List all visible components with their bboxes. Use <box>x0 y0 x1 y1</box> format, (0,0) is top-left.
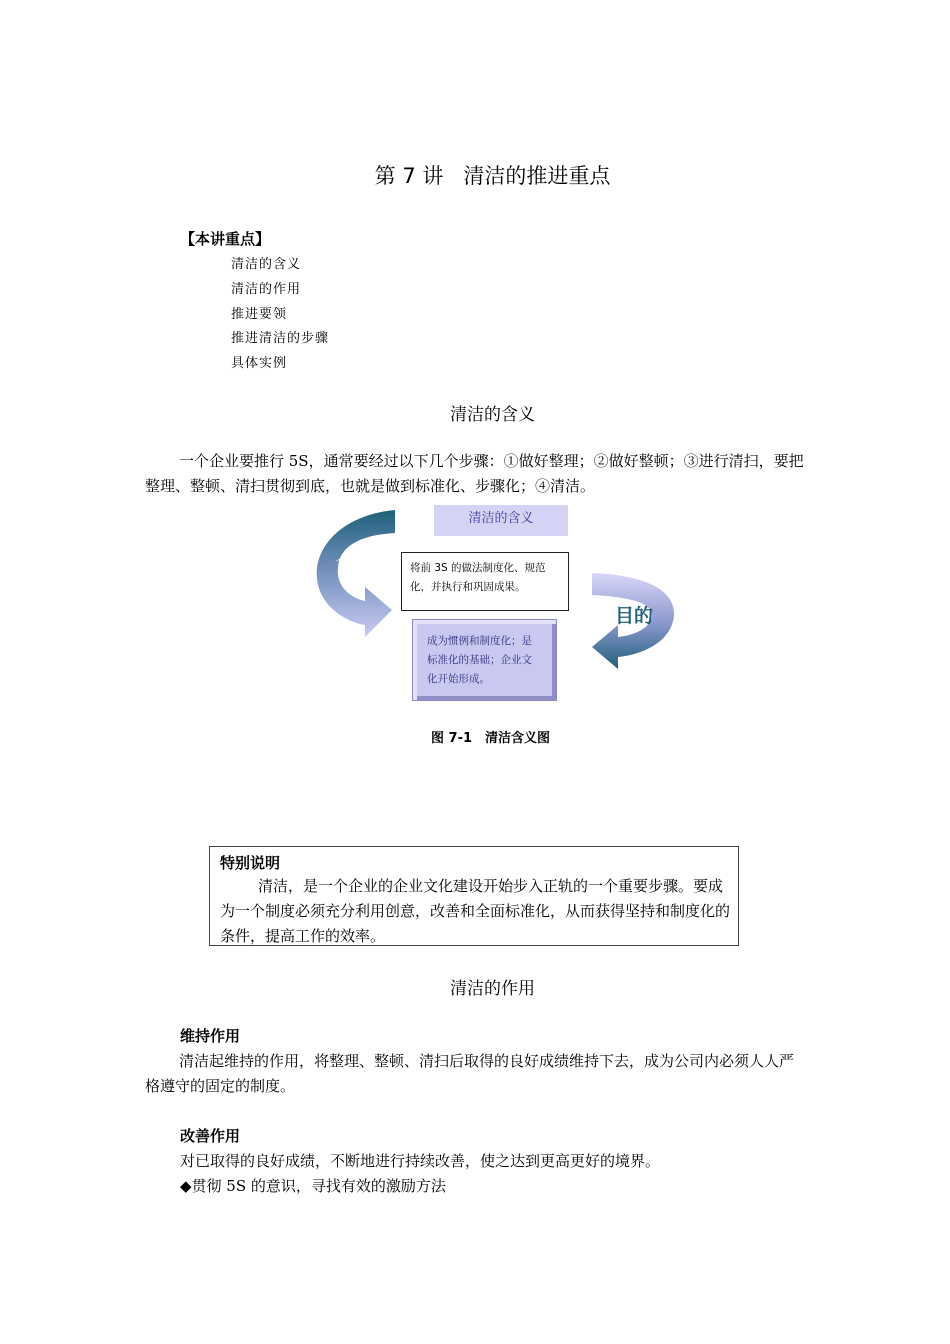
lecture-number: 第 7 讲 <box>374 164 444 188</box>
lecture-title: 清洁的推进重点 <box>463 164 611 188</box>
maintain-paragraph: 清洁起维持的作用，将整理、整顿、清扫后取得的良好成绩维持下去，成为公司内必须人人严格遵守的固定的制度。 <box>145 1052 795 1095</box>
diagram-title-box: 清洁的含义 <box>434 505 568 536</box>
intro-paragraph: 一个企业要推行 5S，通常要经过以下几个步骤：①做好整理；②做好整顿；③进行清扫，要把整理、整顿、清扫贯彻到底，也就是做到标准化、步骤化；④清洁。 <box>145 452 804 495</box>
figure-caption: 图 7-1 清洁含义图 <box>431 731 551 746</box>
improve-heading: 改善作用 <box>180 1127 241 1145</box>
purpose-label: 目的 <box>615 605 654 627</box>
special-note-body: 清洁，是一个企业的企业文化建设开始步入正轨的一个重要步骤。要成为一个制度必须充分利用创意，改善和全面标准化，从而获得坚持和制度化的条件，提高工作的效率。 <box>220 877 731 945</box>
key-points-list <box>231 253 329 377</box>
goal-box: 成为惯例和制度化；是标准化的基础；企业文化开始形成。 <box>412 619 557 701</box>
improve-paragraph: 对已取得的良好成绩，不断地进行持续改善，使之达到更高更好的境界。 <box>180 1152 661 1170</box>
definition-box: 将前 3S 的做法制度化、规范化，并执行和巩固成果。 <box>401 552 569 611</box>
key-point-item: 具体实例 <box>231 356 288 372</box>
maintain-heading: 维持作用 <box>180 1027 241 1045</box>
meaning-label: 含义 <box>335 553 374 575</box>
key-point-item: 清洁的作用 <box>231 281 302 297</box>
key-point-item: 清洁的含义 <box>231 257 302 272</box>
special-note-heading: 特别说明 <box>220 854 281 872</box>
page-title <box>0 160 950 190</box>
section-title-function: 清洁的作用 <box>450 979 535 999</box>
key-points-heading: 【本讲重点】 <box>180 230 271 248</box>
key-point-item: 推进清洁的步骤 <box>231 331 330 347</box>
bullet-item: ◆贯彻 5S 的意识，寻找有效的激励方法 <box>180 1177 446 1195</box>
special-note-box <box>209 846 739 946</box>
section-title-meaning: 清洁的含义 <box>450 405 535 425</box>
key-point-item: 推进要领 <box>231 306 288 322</box>
